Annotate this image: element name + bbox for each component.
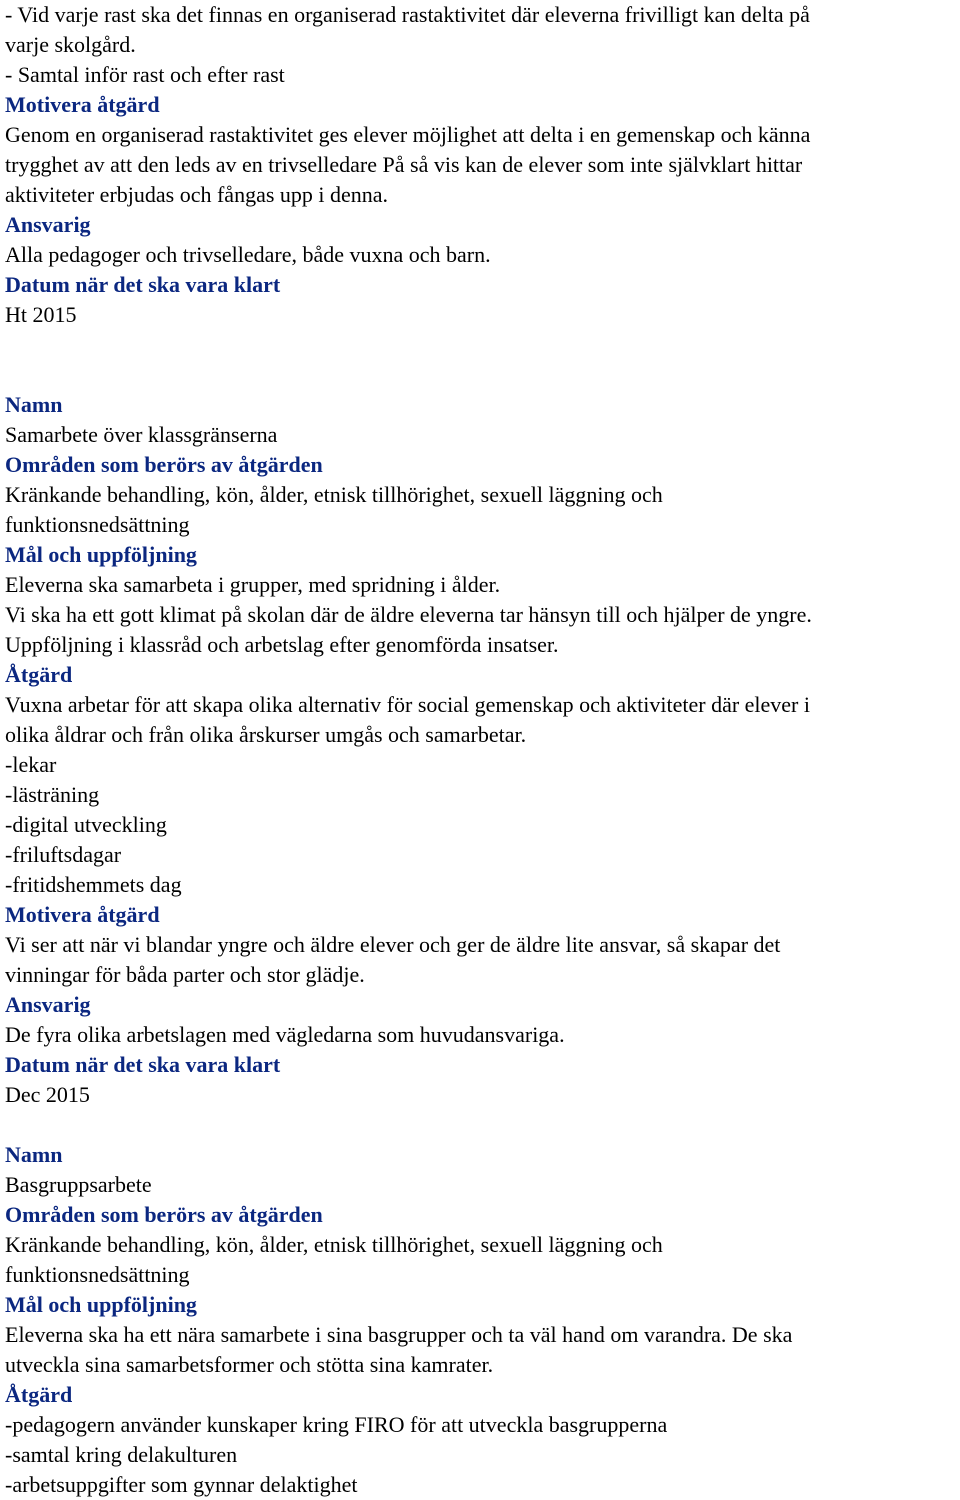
datum-text: Ht 2015: [5, 302, 77, 327]
document-page: [5, 0, 957, 1500]
atgard-heading: Åtgärd: [5, 662, 73, 687]
ansvarig-heading: Ansvarig: [5, 212, 91, 237]
atgard-list-item: -arbetsuppgifter som gynnar delaktighet: [5, 1472, 358, 1497]
omraden-text-line: Kränkande behandling, kön, ålder, etnisk tillhörighet, sexuell läggning och: [5, 482, 663, 507]
motivera-text-line: Vi ser att när vi blandar yngre och äldre elever och ger de äldre lite ansvar, så skapar det: [5, 932, 781, 957]
mal-heading: Mål och uppföljning: [5, 542, 197, 567]
mal-text-line: Vi ska ha ett gott klimat på skolan där de äldre eleverna tar hänsyn till och hjälper de yngre.: [5, 602, 812, 627]
motivera-text-line: vinningar för båda parter och stor glädje.: [5, 962, 365, 987]
motivera-text-line: aktiviteter erbjudas och fångas upp i denna.: [5, 182, 389, 207]
omraden-text-line: funktionsnedsättning: [5, 1262, 190, 1287]
motivera-text-line: Genom en organiserad rastaktivitet ges elever möjlighet att delta i en gemenskap och känna: [5, 122, 811, 147]
atgard-list-item: -pedagogern använder kunskaper kring FIRO för att utveckla basgrupperna: [5, 1412, 668, 1437]
mal-text-line: utveckla sina samarbetsformer och stötta sina kamrater.: [5, 1352, 494, 1377]
namn-heading: Namn: [5, 1142, 63, 1167]
namn-text: Samarbete över klassgränserna: [5, 422, 278, 447]
namn-heading: Namn: [5, 392, 63, 417]
section-spacer: [5, 330, 957, 390]
motivera-heading: Motivera åtgärd: [5, 902, 160, 927]
atgard-text-line: Vuxna arbetar för att skapa olika alternativ för social gemenskap och aktiviteter där elever i: [5, 692, 810, 717]
mal-heading: Mål och uppföljning: [5, 1292, 197, 1317]
ansvarig-text: De fyra olika arbetslagen med vägledarna som huvudansvariga.: [5, 1022, 565, 1047]
section-spacer: [5, 1110, 957, 1140]
atgard-heading: Åtgärd: [5, 1382, 73, 1407]
intro-line-3: - Samtal inför rast och efter rast: [5, 62, 285, 87]
omraden-text-line: Kränkande behandling, kön, ålder, etnisk tillhörighet, sexuell läggning och: [5, 1232, 663, 1257]
atgard-list-item: -lekar: [5, 752, 57, 777]
omraden-heading: Områden som berörs av åtgärden: [5, 1202, 323, 1227]
ansvarig-heading: Ansvarig: [5, 992, 91, 1017]
omraden-heading: Områden som berörs av åtgärden: [5, 452, 323, 477]
atgard-text-line: olika åldrar och från olika årskurser umgås och samarbetar.: [5, 722, 527, 747]
atgard-list-item: -samtal kring delakulturen: [5, 1442, 238, 1467]
atgard-list-item: -lästräning: [5, 782, 100, 807]
motivera-text-line: trygghet av att den leds av en trivselledare På så vis kan de elever som inte självklart hittar: [5, 152, 803, 177]
intro-line-1: - Vid varje rast ska det finnas en organiserad rastaktivitet där eleverna frivilligt kan delta på: [5, 2, 810, 27]
namn-text: Basgruppsarbete: [5, 1172, 152, 1197]
mal-text-line: Eleverna ska ha ett nära samarbete i sina basgrupper och ta väl hand om varandra. De ska: [5, 1322, 793, 1347]
datum-text: Dec 2015: [5, 1082, 90, 1107]
atgard-list-item: -digital utveckling: [5, 812, 167, 837]
atgard-list-item: -fritidshemmets dag: [5, 872, 182, 897]
intro-line-2: varje skolgård.: [5, 32, 136, 57]
omraden-text-line: funktionsnedsättning: [5, 512, 190, 537]
mal-text-line: Eleverna ska samarbeta i grupper, med spridning i ålder.: [5, 572, 501, 597]
ansvarig-text: Alla pedagoger och trivselledare, både vuxna och barn.: [5, 242, 491, 267]
datum-heading: Datum när det ska vara klart: [5, 272, 281, 297]
atgard-list-item: -friluftsdagar: [5, 842, 122, 867]
motivera-heading: Motivera åtgärd: [5, 92, 160, 117]
datum-heading: Datum när det ska vara klart: [5, 1052, 281, 1077]
mal-text-line: Uppföljning i klassråd och arbetslag efter genomförda insatser.: [5, 632, 559, 657]
